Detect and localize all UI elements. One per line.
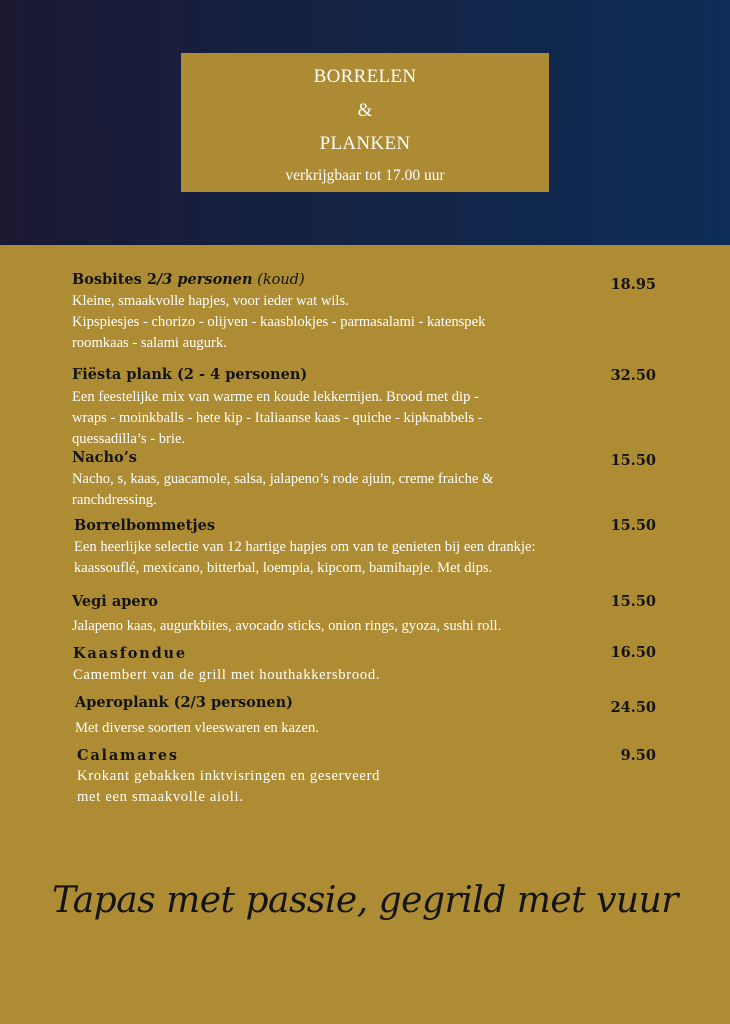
- description-line: Een feestelijke mix van warme en koude lekkernijen. Brood met dip -: [72, 389, 479, 405]
- description-line: ranchdressing.: [72, 492, 157, 508]
- item-name-part: Bosbites 2: [72, 271, 157, 288]
- title-line-borrelen: BORRELEN: [313, 66, 417, 87]
- item-price: 15.50: [610, 517, 656, 534]
- description-line: roomkaas - salami augurk.: [72, 335, 227, 351]
- item-description: [72, 291, 485, 354]
- item-name: Nacho’s: [72, 449, 137, 466]
- item-description: [72, 469, 493, 511]
- title-line-planken: PLANKEN: [319, 133, 411, 154]
- title-line-ampersand: &: [357, 100, 373, 121]
- item-name: Vegi apero: [72, 593, 158, 610]
- item-description: [72, 616, 501, 637]
- description-line: quessadilla’s - brie.: [72, 431, 186, 447]
- title-box: [181, 53, 549, 192]
- item-name: Calamares: [77, 747, 179, 764]
- description-line: Kipspiesjes - chorizo - olijven - kaasblokjes - parmasalami - katenspek: [72, 314, 486, 330]
- item-name-part: /3 personen: [156, 271, 253, 288]
- slogan: Tapas met passie, gegrild met vuur: [51, 880, 678, 921]
- item-description: [73, 665, 380, 686]
- availability-note: verkrijgbaar tot 17.00 uur: [285, 167, 445, 184]
- item-price: 9.50: [620, 747, 656, 764]
- header-band: [0, 0, 730, 245]
- description-line: Jalapeno kaas, augurkbites, avocado sticks, onion rings, gyoza, sushi roll.: [72, 618, 502, 634]
- description-line: Kleine, smaakvolle hapjes, voor ieder wat wils.: [72, 293, 349, 309]
- description-line: Krokant gebakken inktvisringen en geserveerd: [77, 768, 381, 784]
- item-price: 15.50: [610, 593, 656, 610]
- description-line: kaassouflé, mexicano, bitterbal, loempia, kipcorn, bamihapje. Met dips.: [74, 560, 493, 576]
- description-line: Camembert van de grill met houthakkersbrood.: [73, 667, 381, 683]
- item-description: [77, 766, 380, 808]
- item-name: [72, 271, 305, 288]
- item-name: Kaasfondue: [73, 645, 187, 662]
- item-name: Fiësta plank (2 - 4 personen): [72, 366, 308, 383]
- item-price: 16.50: [610, 644, 656, 661]
- item-price: 24.50: [610, 699, 656, 716]
- item-name: Aperoplank (2/3 personen): [75, 694, 293, 711]
- item-description: [75, 718, 319, 739]
- item-price: 32.50: [610, 367, 656, 384]
- description-line: Een heerlijke selectie van 12 hartige hapjes om van te genieten bij een drankje:: [74, 539, 536, 555]
- item-name: Borrelbommetjes: [74, 517, 215, 534]
- item-price: 15.50: [610, 452, 656, 469]
- item-price: 18.95: [610, 276, 656, 293]
- item-name-part: (koud): [252, 272, 305, 288]
- description-line: wraps - moinkballs - hete kip - Italiaanse kaas - quiche - kipknabbels -: [72, 410, 483, 426]
- item-description: [72, 387, 483, 450]
- description-line: met een smaakvolle aioli.: [77, 789, 244, 805]
- item-description: [74, 537, 536, 579]
- description-line: Met diverse soorten vleeswaren en kazen.: [75, 720, 319, 736]
- description-line: Nacho, s, kaas, guacamole, salsa, jalapeno’s rode ajuin, creme fraiche &: [72, 471, 494, 487]
